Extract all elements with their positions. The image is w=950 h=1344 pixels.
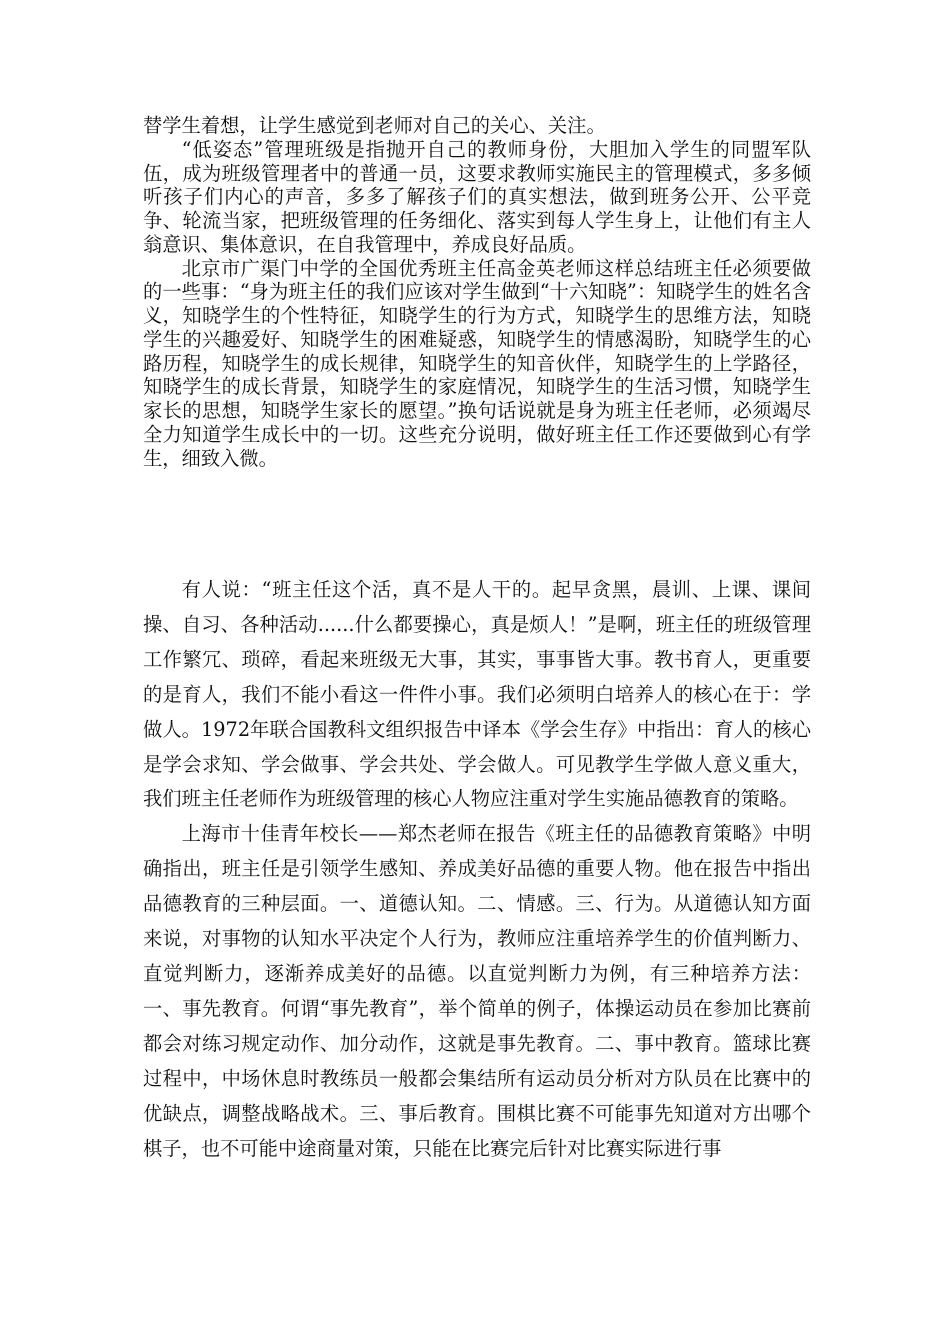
paragraph-continuation: 替学生着想，让学生感觉到老师对自己的关心、关注。: [143, 114, 606, 137]
text-block-lower: [143, 573, 811, 1166]
paragraph-sixteen-knowings: 北京市广渠门中学的全国优秀班主任高金英老师这样总结班主任必须要做的一些事：“身为班主任的我们应该对学生做到“十六知晓”：知晓学生的姓名含义，知晓学生的个性特征，知晓学生的行为方式，知晓学生的思维方法，知晓学生的兴趣爱好、知晓学生的困难疑惑，知晓学生的情感渴盼，知晓学生的心路历程，知晓学生的成长规律，知晓学生的知音伙伴，知晓学生的上学路径，知晓学生的成长背景，知晓学生的家庭情况，知晓学生的生活习惯，知晓学生家长的思想，知晓学生家长的愿望。”换句话说就是身为班主任老师，必须竭尽全力知道学生成长中的一切。这些充分说明，做好班主任工作还要做到心有学生，细致入微。: [143, 256, 811, 470]
paragraph-low-profile-management: “低姿态”管理班级是指抛开自己的教师身份，大胆加入学生的同盟军队伍，成为班级管理者中的普通一员，这要求教师实施民主的管理模式，多多倾听孩子们内心的声音，多多了解孩子们的真实想法，做到班务公开、公平竞争、轮流当家，把班级管理的任务细化、落实到每人学生身上，让他们有主人翁意识、集体意识，在自我管理中，养成良好品质。: [143, 137, 811, 256]
text-block-upper: [143, 114, 811, 470]
paragraph-learning-to-be-human: 有人说：“班主任这个活，真不是人干的。起早贪黑，晨训、上课、课间操、自习、各种活动......什么都要操心，真是烦人！”是啊，班主任的班级管理工作繁冗、琐碎，看起来班级无大事，其实，事事皆大事。教书育人，更重要的是育人，我们不能小看这一件件小事。我们必须明白培养人的核心在于：学做人。1972年联合国教科文组织报告中译本《学会生存》中指出：育人的核心是学会求知、学会做事、学会共处、学会做人。可见教学生学做人意义重大，我们班主任老师作为班级管理的核心人物应注重对学生实施品德教育的策略。: [143, 578, 811, 811]
paragraph-moral-education-strategy: 上海市十佳青年校长——郑杰老师在报告《班主任的品德教育策略》中明确指出，班主任是引领学生感知、养成美好品德的重要人物。他在报告中指出品德教育的三种层面。一、道德认知。二、情感。三、行为。从道德认知方面来说，对事物的认知水平决定个人行为，教师应注重培养学生的价值判断力、直觉判断力，逐渐养成美好的品德。以直觉判断力为例，有三种培养方法：一、事先教育。何谓“事先教育”，举个简单的例子，体操运动员在参加比赛前都会对练习规定动作、加分动作，这就是事先教育。二、事中教育。篮球比赛过程中，中场休息时教练员一般都会集结所有运动员分析对方队员在比赛中的优缺点，调整战略战术。三、事后教育。围棋比赛不可能事先知道对方出哪个棋子，也不可能中途商量对策，只能在比赛完后针对比赛实际进行事: [143, 822, 811, 1160]
